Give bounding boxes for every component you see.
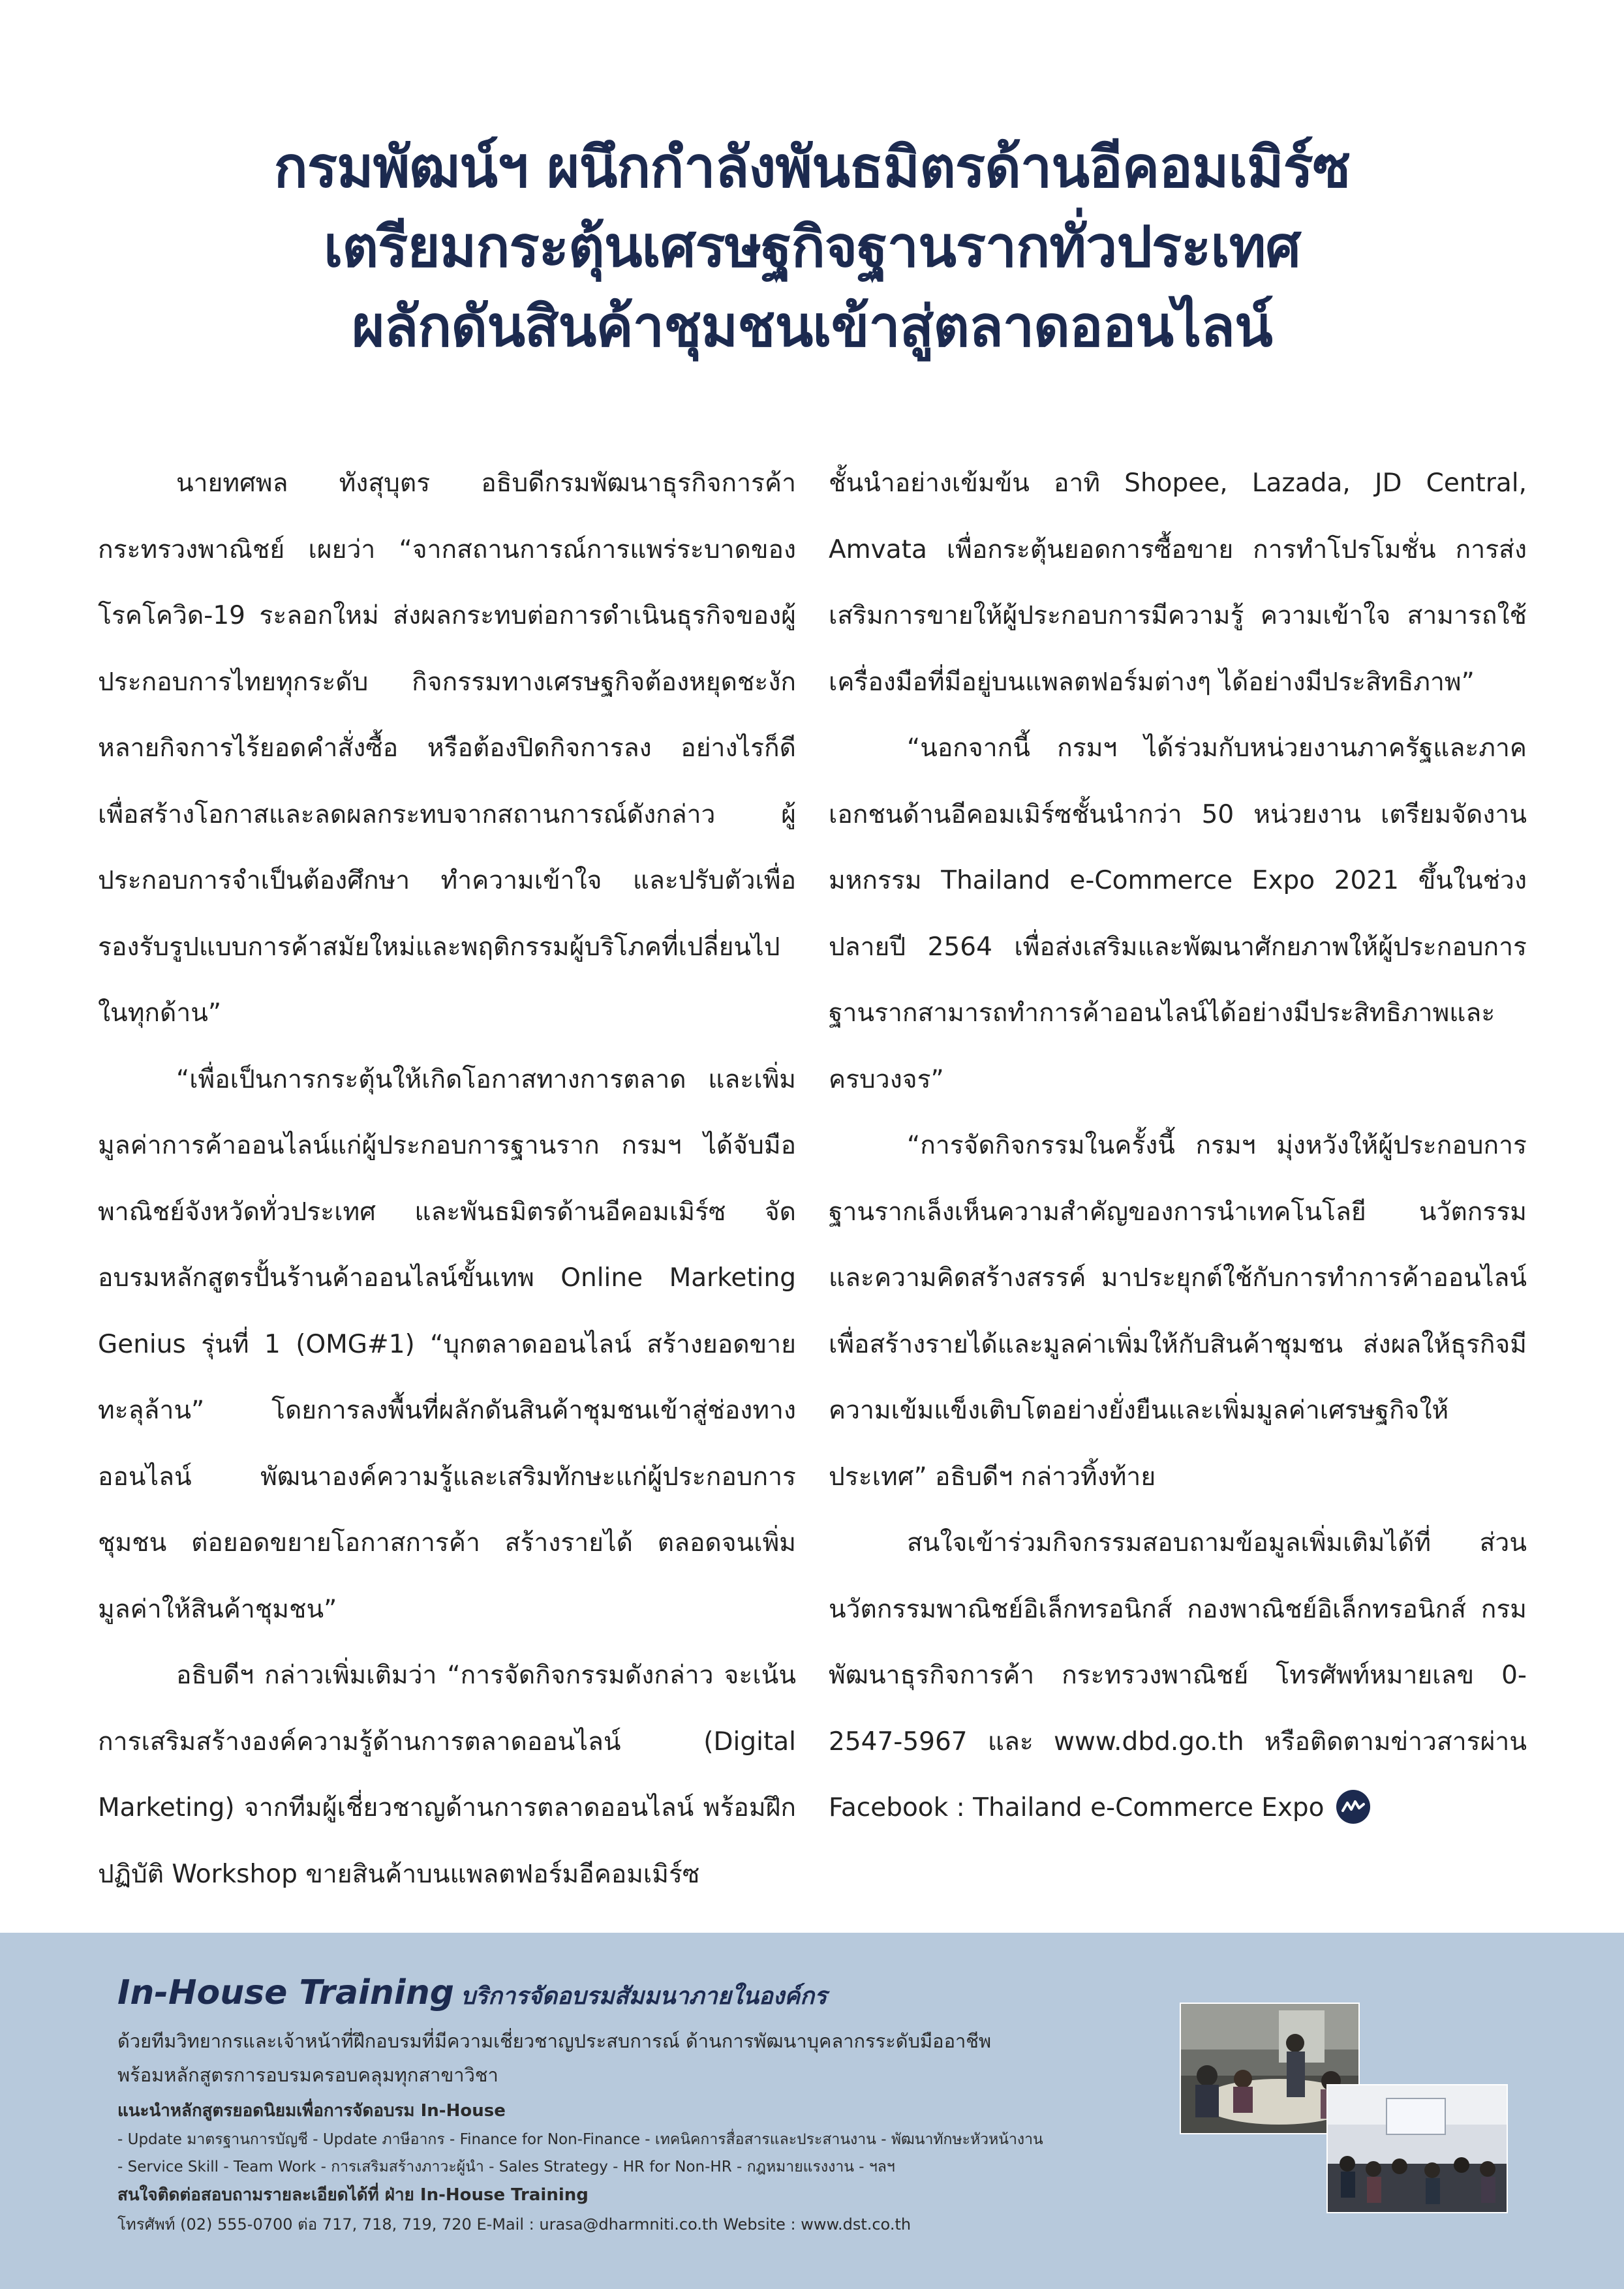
courses-heading: แนะนำหลักสูตรยอดนิยมเพื่อการจัดอบรม In-House <box>117 2101 506 2121</box>
title-line-3: ผลักดันสินค้าชุมชนเข้าสู่ตลาดออนไลน์ <box>352 294 1272 360</box>
left-column <box>98 450 796 1907</box>
footer-desc-1: ด้วยทีมวิทยากรและเจ้าหน้าที่ฝึกอบรมที่มีความเชี่ยวชาญประสบการณ์ ด้านการพัฒนาบุคลากรระดับมืออาชีพ <box>117 2030 992 2052</box>
footer-heading <box>117 1973 827 2014</box>
footer-desc-2: พร้อมหลักสูตรการอบรมครอบคลุมทุกสาขาวิชา <box>117 2064 498 2086</box>
footer-subtitle: บริการจัดอบรมสัมมนาภายในองค์กร <box>460 1983 827 2010</box>
right-column <box>829 450 1527 1841</box>
title-line-1: กรมพัฒน์ฯ ผนึกกำลังพันธมิตรด้านอีคอมเมิร์ซ <box>273 135 1351 200</box>
paragraph: “นอกจากนี้ กรมฯ ได้ร่วมกับหน่วยงานภาครัฐและภาคเอกชนด้านอีคอมเมิร์ซชั้นนำกว่า 50 หน่วยงาน เตรียมจัดงานมหกรรม Thailand e-Commerce Expo 2021 ขึ้นในช่วงปลายปี 2564 เพื่อส่งเสริมและพัฒนาศักยภาพให้ผู้ประกอบการฐานรากสามารถทำการค้าออนไลน์ได้อย่างมีประสิทธิภาพและครบวงจร” <box>829 733 1527 1094</box>
contact-heading: สนใจติดต่อสอบถามรายละเอียดได้ที่ ฝ่าย In-House Training <box>117 2185 589 2205</box>
courses-line-2: - Service Skill - Team Work - การเสริมสร้างภาวะผู้นำ - Sales Strategy - HR for Non-HR - กฎหมายแรงงาน - ฯลฯ <box>117 2158 895 2175</box>
closing-paragraph <box>829 1510 1527 1841</box>
training-photo-2 <box>1326 2084 1508 2213</box>
paragraph: อธิบดีฯ กล่าวเพิ่มเติมว่า “การจัดกิจกรรมดังกล่าว จะเน้นการเสริมสร้างองค์ความรู้ด้านการตลาดออนไลน์ (Digital Marketing) จากทีมผู้เชี่ยวชาญด้านการตลาดออนไลน์ พร้อมฝึกปฏิบัติ Workshop ขายสินค้าบนแพลตฟอร์มอีคอมเมิร์ซ <box>98 1661 796 1889</box>
article-title <box>0 128 1624 367</box>
paragraph: “เพื่อเป็นการกระตุ้นให้เกิดโอกาสทางการตลาด และเพิ่มมูลค่าการค้าออนไลน์แก่ผู้ประกอบการฐานราก กรมฯ ได้จับมือพาณิชย์จังหวัดทั่วประเทศ และพันธมิตรด้านอีคอมเมิร์ซ จัดอบรมหลักสูตรปั้นร้านค้าออนไลน์ขั้นเทพ Online Marketing Genius รุ่นที่ 1 (OMG#1) “บุกตลาดออนไลน์ สร้างยอดขายทะลุล้าน” โดยการลงพื้นที่ผลักดันสินค้าชุมชนเข้าสู่ช่องทางออนไลน์ พัฒนาองค์ความรู้และเสริมทักษะแก่ผู้ประกอบการชุมชน ต่อยอดขยายโอกาสการค้า สร้างรายได้ ตลอดจนเพิ่มมูลค่าให้สินค้าชุมชน” <box>98 1064 796 1624</box>
courses-line-1: - Update มาตรฐานการบัญชี - Update ภาษีอากร - Finance for Non-Finance - เทคนิคการสื่อสารและประสานงาน - พัฒนาทักษะหัวหน้างาน <box>117 2131 1043 2148</box>
wave-logo-icon <box>1336 1790 1370 1824</box>
footer-title: In-House Training <box>117 1973 454 2012</box>
paragraph: “การจัดกิจกรรมในครั้งนี้ กรมฯ มุ่งหวังให้ผู้ประกอบการฐานรากเล็งเห็นความสำคัญของการนำเทคโนโลยี นวัตกรรม และความคิดสร้างสรรค์ มาประยุกต์ใช้กับการทำการค้าออนไลน์ เพื่อสร้างรายได้และมูลค่าเพิ่มให้กับสินค้าชุมชน ส่งผลให้ธุรกิจมีความเข้มแข็งเติบโตอย่างยั่งยืนและเพิ่มมูลค่าเศรษฐกิจให้ประเทศ” อธิบดีฯ กล่าวทิ้งท้าย <box>829 1131 1527 1492</box>
title-line-2: เตรียมกระตุ้นเศรษฐกิจฐานรากทั่วประเทศ <box>323 215 1301 280</box>
contact-line: โทรศัพท์ (02) 555-0700 ต่อ 717, 718, 719, 720 E-Mail : urasa@dharmniti.co.th Website : www.dst.co.th <box>117 2215 912 2234</box>
closing-text: สนใจเข้าร่วมกิจกรรมสอบถามข้อมูลเพิ่มเติมได้ที่ ส่วนนวัตกรรมพาณิชย์อิเล็กทรอนิกส์ กองพาณิชย์อิเล็กทรอนิกส์ กรมพัฒนาธุรกิจการค้า กระทรวงพาณิชย์ โทรศัพท์หมายเลข 0-2547-5967 และ www.dbd.go.th หรือติดตามข่าวสารผ่าน Facebook : Thailand e-Commerce Expo <box>829 1528 1527 1822</box>
paragraph: ชั้นนำอย่างเข้มข้น อาทิ Shopee, Lazada, JD Central, Amvata เพื่อกระตุ้นยอดการซื้อขาย การทำโปรโมชั่น การส่งเสริมการขายให้ผู้ประกอบการมีความรู้ ความเข้าใจ สามารถใช้เครื่องมือที่มีอยู่บนแพลตฟอร์มต่างๆ ได้อย่างมีประสิทธิภาพ” <box>829 469 1527 697</box>
footer-text <box>117 2024 1161 2239</box>
footer-ad-banner <box>0 1933 1624 2289</box>
paragraph: นายทศพล ทังสุบุตร อธิบดีกรมพัฒนาธุรกิจการค้า กระทรวงพาณิชย์ เผยว่า “จากสถานการณ์การแพร่ระบาดของโรคโควิด-19 ระลอกใหม่ ส่งผลกระทบต่อการดำเนินธุรกิจของผู้ประกอบการไทยทุกระดับ กิจกรรมทางเศรษฐกิจต้องหยุดชะงัก หลายกิจการไร้ยอดคำสั่งซื้อ หรือต้องปิดกิจการลง อย่างไรก็ดี เพื่อสร้างโอกาสและลดผลกระทบจากสถานการณ์ดังกล่าว ผู้ประกอบการจำเป็นต้องศึกษา ทำความเข้าใจ และปรับตัวเพื่อรองรับรูปแบบการค้าสมัยใหม่และพฤติกรรมผู้บริโภคที่เปลี่ยนไปในทุกด้าน” <box>98 469 796 1028</box>
